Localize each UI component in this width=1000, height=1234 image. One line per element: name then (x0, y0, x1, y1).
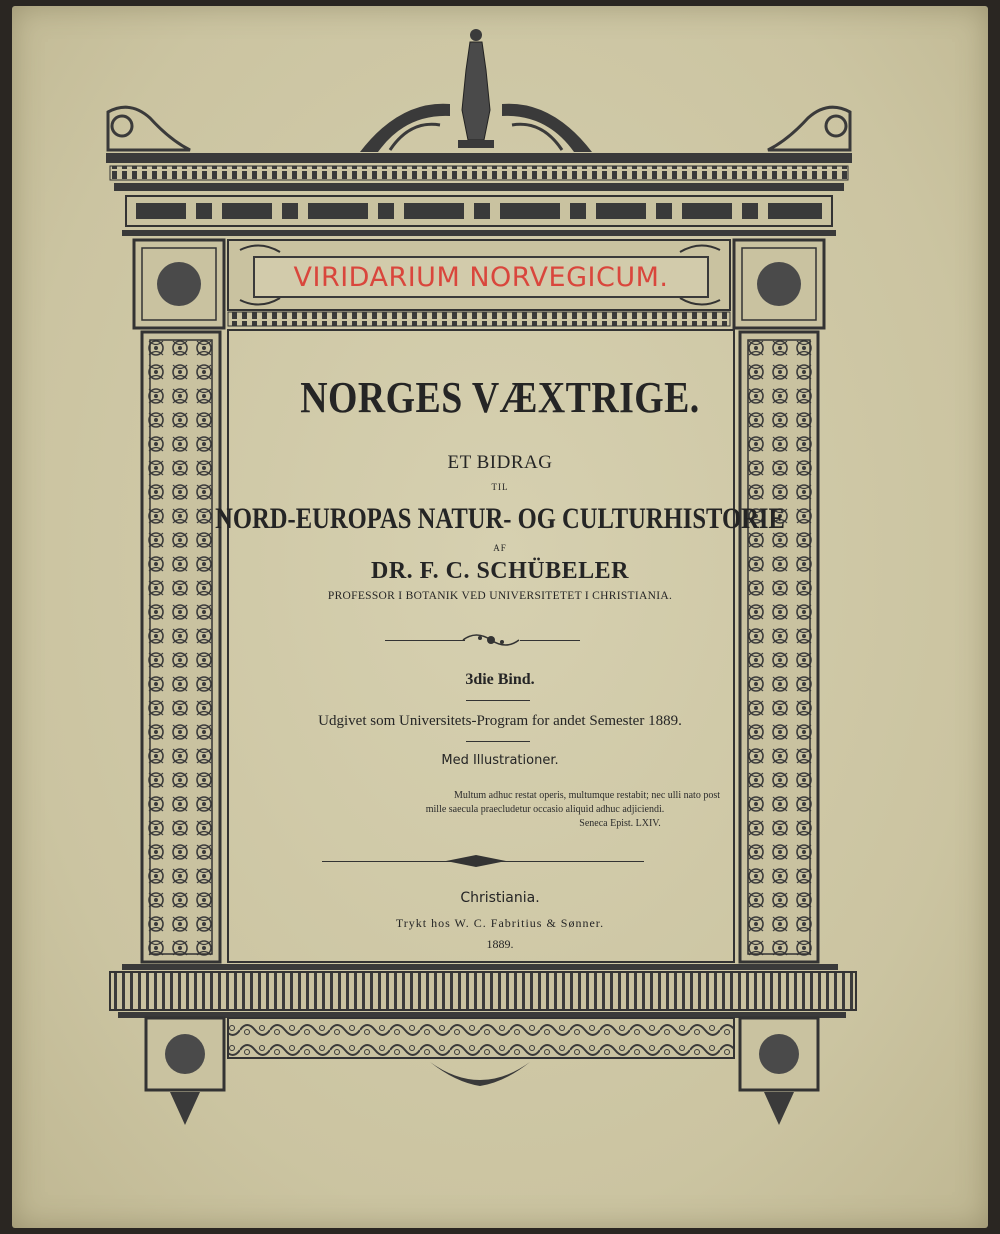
divider-right (520, 640, 580, 641)
printer-line: Trykt hos W. C. Fabritius & Sønner. (395, 916, 605, 930)
quote-line-1: Multum adhuc restat operis, multumque restabit; nec ulli nato post (453, 790, 720, 801)
illustrations-note: Med Illustrationer. (441, 753, 559, 768)
subtitle-til: TIL (491, 482, 509, 492)
publication-year: 1889. (486, 937, 514, 951)
publication-place: Christiania. (460, 890, 540, 906)
series-title-box (253, 256, 709, 298)
volume-label: 3die Bind. (465, 671, 535, 688)
left-pillar (142, 332, 220, 962)
series-title: VIRIDARIUM NORVEGICUM. (293, 261, 669, 293)
quote-source: Seneca Epist. LXIV. (579, 818, 661, 829)
statue-ornament (360, 29, 592, 152)
divider-left (385, 640, 465, 641)
main-title: NORGES VÆXTRIGE. (300, 373, 700, 422)
subtitle-main: NORD-EUROPAS NATUR- OG CULTURHISTORIE (215, 502, 785, 535)
publication-note: Udgivet som Universitets-Program for andet Semester 1889. (318, 713, 682, 729)
rule-short-2 (466, 741, 530, 742)
right-pillar (740, 332, 818, 962)
by-label: AF (493, 543, 507, 553)
quote-line-2: mille saecula praecludetur occasio aliquid adhuc adjiciendi. (425, 804, 665, 815)
author-name: DR. F. C. SCHÜBELER (371, 558, 629, 584)
diamond-ornament-icon (446, 855, 506, 867)
rule-short-1 (466, 700, 530, 701)
subtitle-prefix: ET BIDRAG (447, 452, 553, 473)
floral-divider-icon (458, 630, 524, 650)
author-title: PROFESSOR I BOTANIK VED UNIVERSITETET I CHRISTIANIA. (327, 590, 673, 602)
